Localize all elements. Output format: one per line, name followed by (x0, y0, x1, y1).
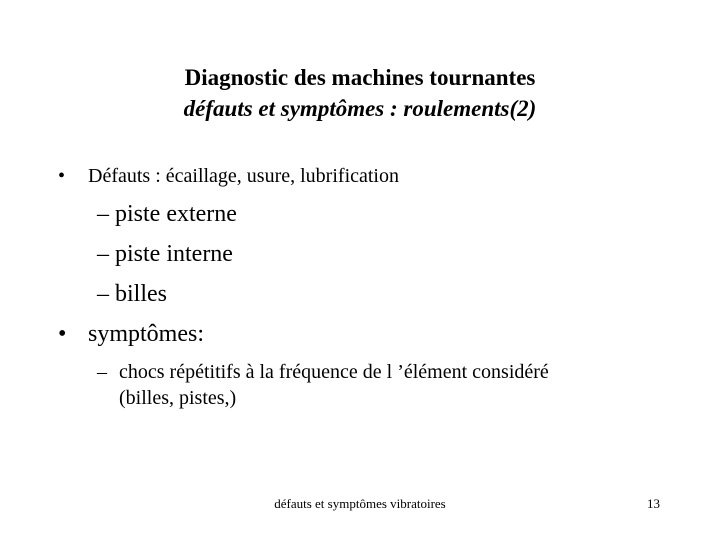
title-line-2: défauts et symptômes : roulements(2) (183, 96, 537, 121)
bullet-marker: • (58, 165, 66, 187)
note-line-2: (billes, pistes,) (119, 387, 237, 409)
bullet-marker: • (58, 321, 67, 347)
sub-item-piste-externe: – piste externe (97, 201, 237, 227)
bullet-symptomes (58, 319, 204, 349)
page-number: 13 (647, 496, 660, 511)
bullet-defauts (58, 163, 399, 189)
bullet-defauts-text: Défauts : écaillage, usure, lubrification (88, 165, 399, 187)
sub-item-billes: – billes (97, 281, 167, 307)
note-line-1: chocs répétitifs à la fréquence de l ’élément considéré (119, 361, 549, 383)
bullet-symptomes-text: symptômes: (88, 321, 205, 347)
sub-item-piste-interne: – piste interne (97, 241, 233, 267)
title-line-1: Diagnostic des machines tournantes (184, 65, 536, 90)
slide-title (0, 62, 720, 124)
symptom-note (97, 359, 549, 411)
footer-text: défauts et symptômes vibratoires (274, 496, 446, 511)
note-dash: – (97, 361, 107, 383)
